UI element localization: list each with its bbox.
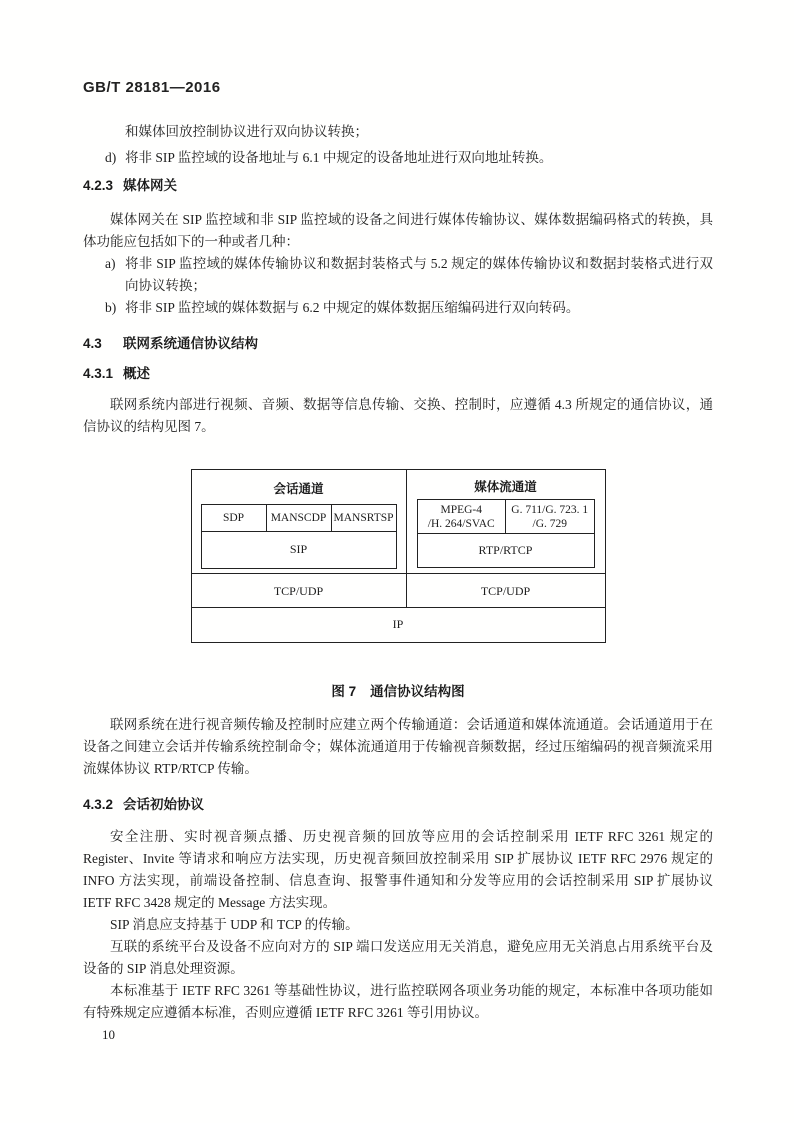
media-codec-row xyxy=(418,500,594,533)
paragraph-sip-methods: 安全注册、实时视音频点播、历史视音频的回放等应用的会话控制采用 IETF RFC 3261 规定的 Register、Invite 等请求和响应方法实现，历史视音频回放控制采用 SIP 扩展协议 IETF RFC 2976 规定的 INFO 方法实现，前端设备控制、信息查询、报警事件通知和分发等应用的会话控制采用 SIP 扩展协议 IETF RFC 3428 规定的 Message 方法实现。 xyxy=(83,829,713,910)
heading-number: 4.3.1 xyxy=(83,366,114,381)
section-heading-4-3 xyxy=(83,333,713,355)
cell-sdp: SDP xyxy=(202,505,267,531)
video-codec-line2: /H. 264/SVAC xyxy=(427,517,495,530)
heading-title: 会话初始协议 xyxy=(123,797,204,812)
session-protocol-box xyxy=(201,504,397,569)
audio-codec-line1: G. 711/G. 723. 1 xyxy=(511,503,589,516)
audio-codec-line2: /G. 729 xyxy=(532,517,567,530)
paragraph-sip-transport: SIP 消息应支持基于 UDP 和 TCP 的传输。 xyxy=(110,917,359,932)
heading-title: 概述 xyxy=(123,366,150,381)
paragraph-media-gateway: 媒体网关在 SIP 监控域和非 SIP 监控域的设备之间进行媒体传输协议、媒体数据编码格式的转换，具体功能应包括如下的一种或者几种： xyxy=(83,212,713,249)
media-channel-column xyxy=(407,470,605,573)
section-heading-4-3-1 xyxy=(83,363,713,385)
cell-mansrtsp: MANSRTSP xyxy=(333,512,394,524)
heading-number: 4.3.2 xyxy=(83,797,114,812)
video-codec-line1: MPEG-4 xyxy=(440,503,483,516)
list-text-d: 将非 SIP 监控域的设备地址与 6.1 中规定的设备地址进行双向地址转换。 xyxy=(125,150,553,165)
cell-sip: SIP xyxy=(202,531,396,567)
figure-caption-title: 通信协议结构图 xyxy=(370,684,465,699)
transport-layer-row xyxy=(192,573,605,607)
page-number: 10 xyxy=(102,1027,115,1042)
cell-rtp-rtcp: RTP/RTCP xyxy=(418,533,594,566)
heading-number: 4.3 xyxy=(83,336,102,351)
cell-tcp-udp-media: TCP/UDP xyxy=(480,583,531,598)
figure-caption-number: 图 7 xyxy=(331,684,357,699)
protocol-structure-diagram xyxy=(191,469,606,643)
heading-title: 媒体网关 xyxy=(123,178,177,193)
session-protocol-row xyxy=(202,505,396,531)
list-marker-d: d) xyxy=(105,150,117,165)
paragraph-sip-ports: 互联的系统平台及设备不应向对方的 SIP 端口发送应用无关消息，避免应用无关消息占用系统平台及设备的 SIP 消息处理资源。 xyxy=(83,939,713,976)
standard-code-header: GB/T 28181—2016 xyxy=(83,79,221,96)
heading-number: 4.2.3 xyxy=(83,178,114,193)
list-marker-a: a) xyxy=(105,256,116,271)
list-item-a xyxy=(105,253,713,297)
cell-tcp-udp-session: TCP/UDP xyxy=(192,574,407,607)
diagram-upper-section xyxy=(192,470,605,573)
paragraph-standard-basis: 本标准基于 IETF RFC 3261 等基础性协议，进行监控联网各项业务功能的规定，本标准中各项功能如有特殊规定应遵循本标准，否则应遵循 IETF RFC 3261 等引用协议。 xyxy=(83,983,713,1020)
session-channel-column xyxy=(192,470,407,573)
list-text-a: 将非 SIP 监控域的媒体传输协议和数据封装格式与 5.2 规定的媒体传输协议和数据封装格式进行双向协议转换； xyxy=(125,256,713,293)
list-marker-b: b) xyxy=(105,300,117,315)
section-heading-4-2-3 xyxy=(83,175,713,197)
cell-video-codecs xyxy=(418,500,507,533)
figure-caption xyxy=(83,681,713,703)
media-protocol-box xyxy=(417,499,595,568)
cell-ip: IP xyxy=(192,607,605,641)
media-channel-title: 媒体流通道 xyxy=(474,479,537,494)
list-item-b xyxy=(105,297,713,319)
paragraph-channels: 联网系统在进行视音频传输及控制时应建立两个传输通道：会话通道和媒体流通道。会话通道用于在设备之间建立会话并传输系统控制命令；媒体流通道用于传输视音频数据，经过压缩编码的视音频流采用流媒体协议 RTP/RTCP 传输。 xyxy=(83,717,713,776)
heading-title: 联网系统通信协议结构 xyxy=(123,336,258,351)
cell-audio-codecs xyxy=(506,500,594,533)
carryover-line: 和媒体回放控制协议进行双向协议转换； xyxy=(125,124,368,139)
list-item-d xyxy=(105,147,713,169)
section-heading-4-3-2 xyxy=(83,794,713,816)
session-channel-title: 会话通道 xyxy=(273,481,324,496)
cell-manscdp: MANSCDP xyxy=(267,505,332,531)
list-text-b: 将非 SIP 监控域的媒体数据与 6.2 中规定的媒体数据压缩编码进行双向转码。 xyxy=(125,300,580,315)
paragraph-overview: 联网系统内部进行视频、音频、数据等信息传输、交换、控制时，应遵循 4.3 所规定的通信协议，通信协议的结构见图 7。 xyxy=(83,397,713,434)
